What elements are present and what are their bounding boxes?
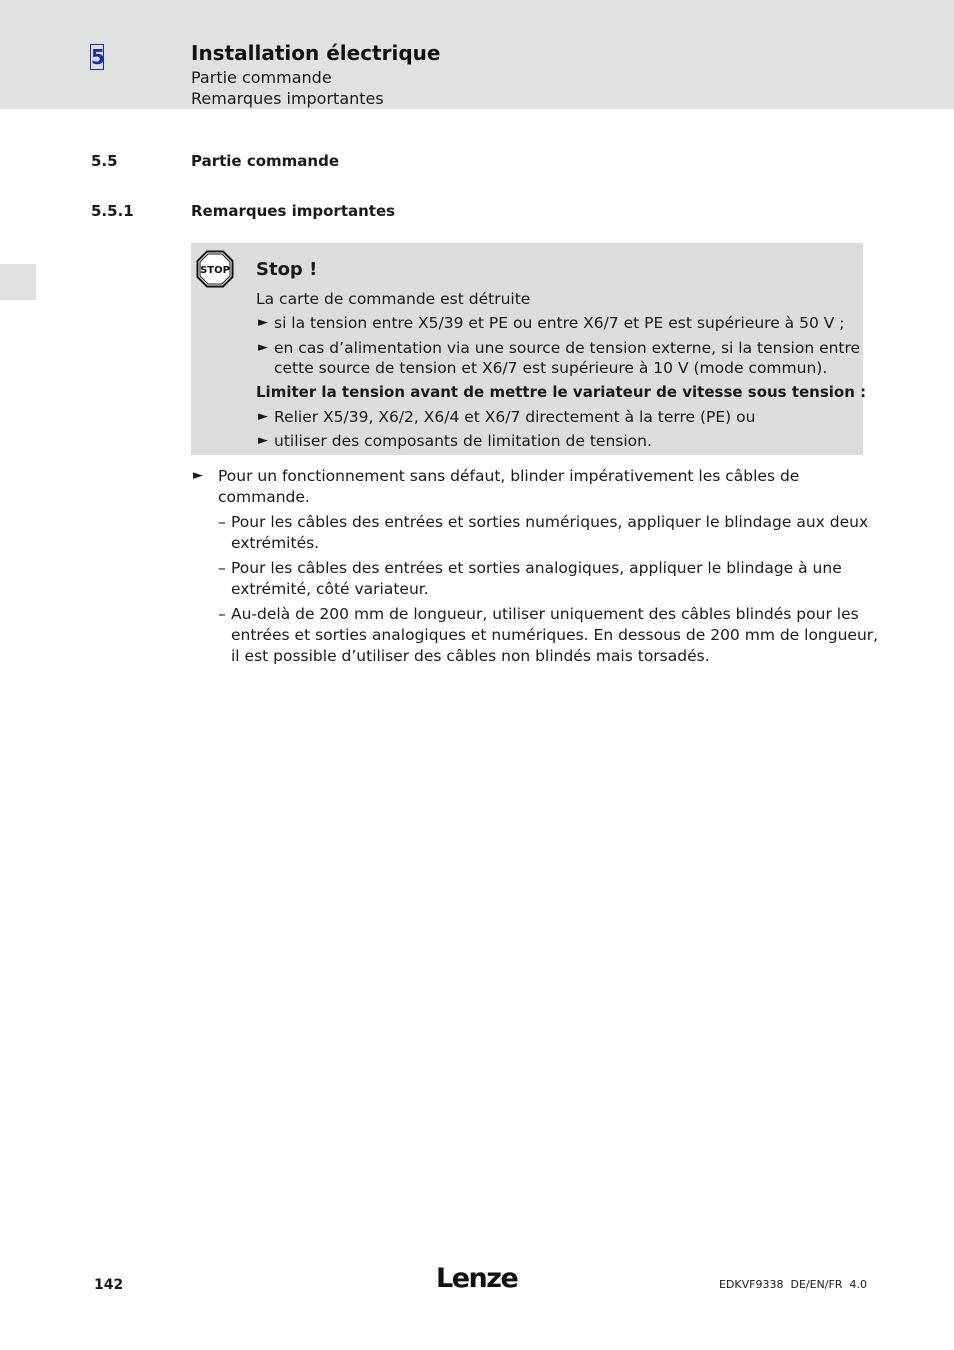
dash-item-text: Pour les câbles des entrées et sorties analogiques, appliquer le blindage à une bbox=[231, 559, 842, 577]
stop-sign-icon bbox=[196, 250, 234, 288]
dash-item-text: il est possible d’utiliser des câbles non blindés mais torsadés. bbox=[231, 647, 710, 665]
lenze-logo: Lenze bbox=[436, 1263, 518, 1294]
dash-item-text: extrémité, côté variateur. bbox=[231, 580, 429, 598]
dash-marker: – bbox=[218, 605, 226, 623]
page-number: 142 bbox=[94, 1277, 124, 1293]
header-band bbox=[0, 0, 954, 109]
dash-item-text: extrémités. bbox=[231, 534, 320, 552]
stop-action-text: utiliser des composants de limitation de tension. bbox=[274, 432, 652, 450]
stop-action-text: Relier X5/39, X6/2, X6/4 et X6/7 directement à la terre (PE) ou bbox=[274, 408, 756, 426]
subsection-title: Remarques importantes bbox=[191, 202, 396, 220]
bullet-marker: ► bbox=[258, 433, 268, 448]
dash-item-text: entrées et sorties analogiques et numériques. En dessous de 200 mm de longueur, bbox=[231, 626, 879, 644]
header-subtitle-2: Remarques importantes bbox=[191, 89, 384, 108]
bullet-marker: ► bbox=[258, 340, 268, 355]
stop-bullet-text: cette source de tension et X6/7 est supérieure à 10 V (mode commun). bbox=[274, 359, 828, 377]
chapter-side-tab bbox=[0, 264, 36, 300]
stop-intro: La carte de commande est détruite bbox=[256, 290, 531, 308]
stop-title: Stop ! bbox=[256, 259, 318, 280]
dash-marker: – bbox=[218, 559, 226, 577]
stop-bullet-text: si la tension entre X5/39 et PE ou entre X6/7 et PE est supérieure à 50 V ; bbox=[274, 314, 845, 332]
subsection-number: 5.5.1 bbox=[91, 202, 134, 220]
stop-icon-label: STOP bbox=[200, 265, 230, 276]
header-subtitle-1: Partie commande bbox=[191, 68, 332, 87]
section-title: Partie commande bbox=[191, 152, 339, 170]
section-number: 5.5 bbox=[91, 152, 118, 170]
bullet-marker: ► bbox=[258, 315, 268, 330]
dash-item-text: Au-delà de 200 mm de longueur, utiliser uniquement des câbles blindés pour les bbox=[231, 605, 859, 623]
dash-item-text: Pour les câbles des entrées et sorties numériques, appliquer le blindage aux deux bbox=[231, 513, 869, 531]
chapter-title: Installation électrique bbox=[191, 41, 441, 65]
document-id: EDKVF9338 DE/EN/FR 4.0 bbox=[719, 1278, 867, 1291]
main-bullet-text: Pour un fonctionnement sans défaut, blinder impérativement les câbles de bbox=[218, 467, 800, 485]
stop-bold-instruction: Limiter la tension avant de mettre le variateur de vitesse sous tension : bbox=[256, 383, 867, 401]
stop-bullet-text: en cas d’alimentation via une source de tension externe, si la tension entre bbox=[274, 339, 861, 357]
main-bullet-text: commande. bbox=[218, 488, 310, 506]
dash-marker: – bbox=[218, 513, 226, 531]
bullet-marker: ► bbox=[193, 468, 203, 483]
bullet-marker: ► bbox=[258, 409, 268, 424]
chapter-number: 5 bbox=[91, 45, 105, 69]
